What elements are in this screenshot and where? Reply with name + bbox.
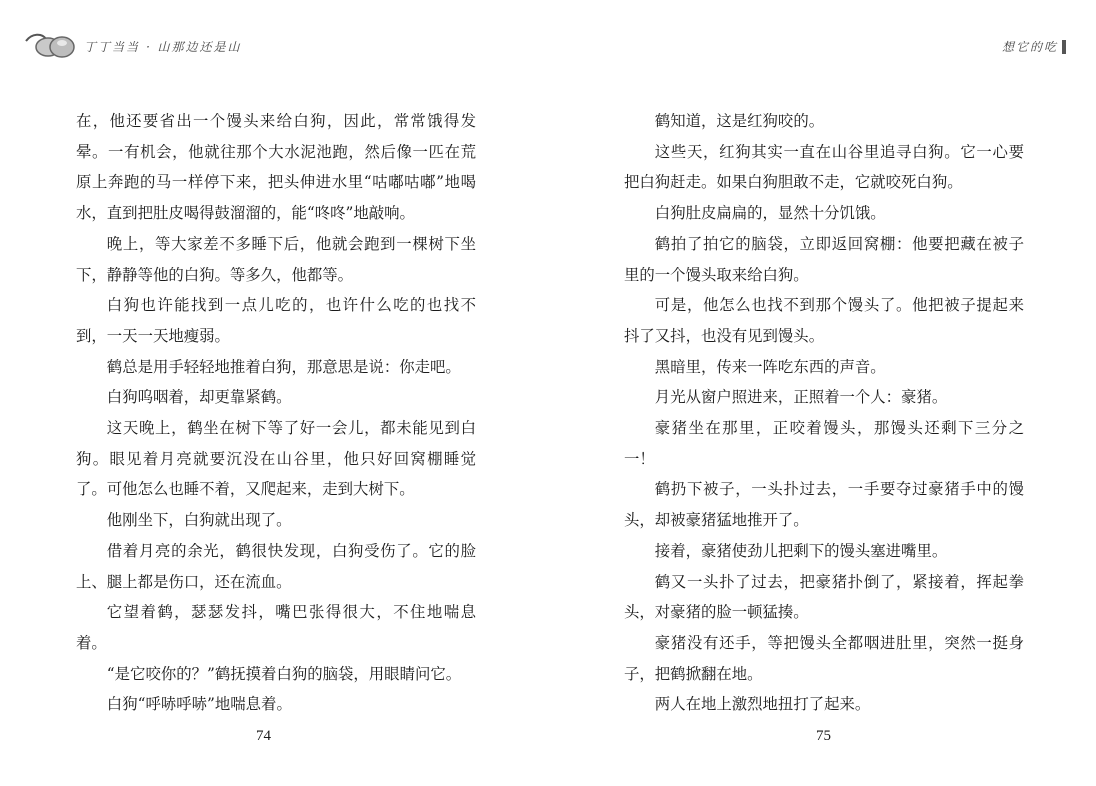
page-number-left: 74 [256,728,271,744]
paragraph: 白狗肚皮扁扁的，显然十分饥饿。 [654,204,886,223]
paragraph: 可是，他怎么也找不到那个馒头了。他把被子提起来抖了又抖，也没有见到馒头。 [624,296,1024,345]
paragraph: 豪猪坐在那里，正咬着馒头，那馒头还剩下三分之一！ [624,419,1024,468]
page-number-right: 75 [816,728,831,744]
right-page-body [624,106,1024,720]
paragraph: 白狗呜咽着，却更靠紧鹤。 [106,388,292,407]
paragraph: 豪猪没有还手，等把馒头全都咽进肚里，突然一挺身子，把鹤掀翻在地。 [624,633,1024,683]
paragraph: 他刚坐下，白狗就出现了。 [106,511,292,530]
running-header-right [1002,38,1066,55]
running-header-left [22,28,241,64]
paragraph: 接着，豪猪使劲儿把剩下的馒头塞进嘴里。 [654,541,948,560]
paragraph: 白狗“呼哧呼哧”地喘息着。 [106,695,292,714]
paragraph: 白狗也许能找到一点儿吃的，也许什么吃的也找不到，一天一天地瘦弱。 [76,296,476,345]
paragraph: 在，他还要省出一个馒头来给白狗，因此，常常饿得发晕。一有机会，他就往那个大水泥池跑，然后像一匹在荒原上奔跑的马一样停下来，把头伸进水里“咕嘟咕嘟”地喝水，直到把肚皮喝得鼓溜溜的，能“咚咚”地敲响。 [76,112,476,223]
chapter-title: 想它的吃 [1001,40,1058,54]
series-title: 丁丁当当 · 山那边还是山 [84,39,242,54]
paragraph: 这些天，红狗其实一直在山谷里追寻白狗。它一心要把白狗赶走。如果白狗胆敢不走，它就咬死白狗。 [624,142,1024,192]
paragraph: 晚上，等大家差不多睡下后，他就会跑到一棵树下坐下，静静等他的白狗。等多久，他都等。 [76,234,476,284]
paragraph: 黑暗里，传来一阵吃东西的声音。 [654,357,886,376]
chapter-marker-bar [1062,40,1066,54]
paragraph: 鹤扔下被子，一头扑过去，一手要夺过豪猪手中的馒头，却被豪猪猛地推开了。 [624,480,1024,530]
paragraph: 鹤总是用手轻轻地推着白狗，那意思是说：你走吧。 [106,357,461,376]
gourd-logo-icon [22,29,78,63]
paragraph: 月光从窗户照进来，正照着一个人：豪猪。 [654,388,948,407]
paragraph: 鹤知道，这是红狗咬的。 [654,112,825,130]
paragraph: 它望着鹤，瑟瑟发抖，嘴巴张得很大，不住地喘息着。 [76,603,476,652]
paragraph: 借着月亮的余光，鹤很快发现，白狗受伤了。它的脸上、腿上都是伤口，还在流血。 [76,541,476,591]
paragraph: 这天晚上，鹤坐在树下等了好一会儿，都未能见到白狗。眼见着月亮就要沉没在山谷里，他只好回窝棚睡觉了。可他怎么也睡不着，又爬起来，走到大树下。 [76,419,476,499]
paragraph: 两人在地上激烈地扭打了起来。 [654,695,871,714]
paragraph: 鹤拍了拍它的脑袋，立即返回窝棚：他要把藏在被子里的一个馒头取来给白狗。 [624,234,1024,284]
left-page-body [76,106,476,720]
paragraph: “是它咬你的？”鹤抚摸着白狗的脑袋，用眼睛问它。 [106,664,462,683]
paragraph: 鹤又一头扑了过去，把豪猪扑倒了，紧接着，挥起拳头，对豪猪的脸一顿猛揍。 [624,572,1024,622]
